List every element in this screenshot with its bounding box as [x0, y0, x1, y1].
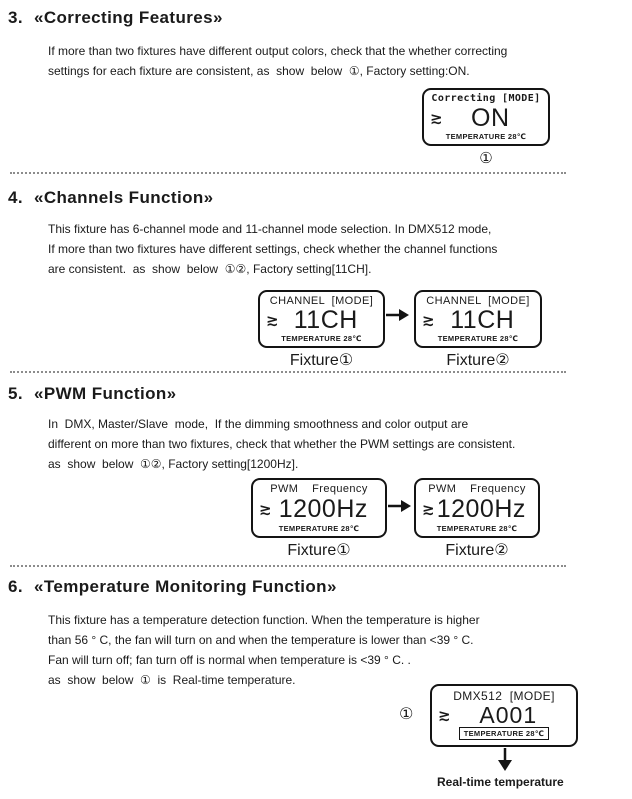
lcd-temperature: TEMPERATURE 28℃ [281, 334, 362, 343]
heading-number: 6. [8, 577, 23, 596]
realtime-temperature-label: Real-time temperature [437, 775, 564, 789]
lcd-value: 1200Hz [436, 495, 526, 523]
lcd-display-pwm-2 [414, 478, 540, 538]
cursor-icon: ≳ [422, 312, 435, 329]
heading-title: «Channels Function» [33, 188, 214, 207]
paragraph-line: In DMX, Master/Slave mode, If the dimming smoothness and color output are [48, 417, 469, 431]
lcd-value: ON [471, 103, 510, 132]
paragraph-line: This fixture has 6-channel mode and 11-channel mode selection. In DMX512 mode, [48, 222, 492, 236]
heading-title: «Temperature Monitoring Function» [33, 577, 337, 596]
lcd-temperature: TEMPERATURE 28℃ [437, 334, 519, 343]
lcd-mode-line: Correcting [MODE] [431, 93, 541, 104]
fixture-caption: Fixture① [287, 542, 351, 559]
lcd-value: 11CH [450, 306, 515, 334]
section-6-paragraph [48, 610, 480, 690]
lcd-mode-line: CHANNEL [MODE] [426, 295, 530, 307]
lcd-value-row [428, 104, 544, 132]
lcd-mode-line: PWM Frequency [270, 483, 368, 495]
figure-marker: ① [479, 150, 493, 167]
paragraph-line: This fixture has a temperature detection function. When the temperature is higher [48, 613, 480, 627]
fixture-caption: Fixture② [446, 352, 510, 369]
heading-number: 5. [8, 384, 23, 403]
section-separator [10, 565, 566, 567]
fixture-caption: Fixture② [445, 542, 509, 559]
paragraph-line: as show below ① is Real-time temperature. [48, 673, 296, 687]
lcd-temperature: TEMPERATURE 28℃ [436, 524, 518, 533]
section-separator [10, 172, 566, 174]
section-6-heading [8, 577, 337, 597]
lcd-value-row [420, 495, 534, 524]
lcd-display-channel-1 [258, 290, 385, 348]
heading-number: 4. [8, 188, 23, 207]
lcd-display-dmx512 [430, 684, 578, 747]
lcd-display-pwm-1 [251, 478, 387, 538]
lcd-value: A001 [479, 701, 538, 728]
cursor-icon: ≳ [422, 501, 435, 518]
paragraph-line: as show below ①②, Factory setting[1200Hz]. [48, 457, 299, 471]
section-4-paragraph [48, 219, 497, 279]
lcd-temperature-boxed: TEMPERATURE 28℃ [459, 727, 550, 740]
section-3-paragraph [48, 41, 507, 81]
heading-title: «Correcting Features» [33, 8, 223, 27]
lcd-temperature: TEMPERATURE 28℃ [278, 524, 360, 533]
lcd-value-row [257, 495, 381, 524]
cursor-icon: ≳ [430, 109, 443, 127]
section-3-heading [8, 8, 223, 28]
paragraph-line: Fan will turn off; fan turn off is normal when temperature is <39 ° C. . [48, 653, 411, 667]
cursor-icon: ≳ [266, 312, 279, 329]
arrow-down-icon [497, 748, 513, 772]
lcd-value: 11CH [293, 306, 358, 334]
lcd-mode-line: DMX512 [MODE] [453, 689, 555, 703]
lcd-display-correcting [422, 88, 550, 146]
fixture-caption: Fixture① [289, 352, 354, 369]
lcd-mode-line: CHANNEL [MODE] [269, 295, 374, 307]
paragraph-line: than 56 ° C, the fan will turn on and when the temperature is lower than <39 ° C. [48, 633, 474, 647]
figure-marker: ① [399, 706, 414, 723]
lcd-value-row [420, 307, 536, 334]
arrow-right-icon [388, 499, 412, 513]
lcd-value-row [264, 307, 379, 334]
lcd-value-row [436, 703, 572, 727]
lcd-temperature: TEMPERATURE 28℃ [445, 132, 527, 141]
arrow-right-icon [386, 308, 410, 322]
heading-number: 3. [8, 8, 23, 27]
cursor-icon: ≳ [438, 706, 451, 724]
paragraph-line: If more than two fixtures have different settings, check whether the channel functions [48, 242, 498, 256]
section-4-heading [8, 188, 214, 208]
section-separator [10, 371, 566, 373]
paragraph-line: different on more than two fixtures, check that whether the PWM settings are consistent. [48, 437, 516, 451]
lcd-mode-line: PWM Frequency [428, 483, 526, 495]
heading-title: «PWM Function» [33, 384, 177, 403]
cursor-icon: ≳ [259, 501, 272, 518]
lcd-value: 1200Hz [278, 495, 368, 523]
paragraph-line: are consistent. as show below ①②, Factory setting[11CH]. [48, 262, 372, 276]
paragraph-line: If more than two fixtures have different output colors, check that the whether correcting [48, 44, 508, 58]
section-5-paragraph [48, 414, 515, 474]
paragraph-line: settings for each fixture are consistent, as show below ①, Factory setting:ON. [48, 64, 470, 78]
section-5-heading [8, 384, 177, 404]
lcd-display-channel-2 [414, 290, 542, 348]
